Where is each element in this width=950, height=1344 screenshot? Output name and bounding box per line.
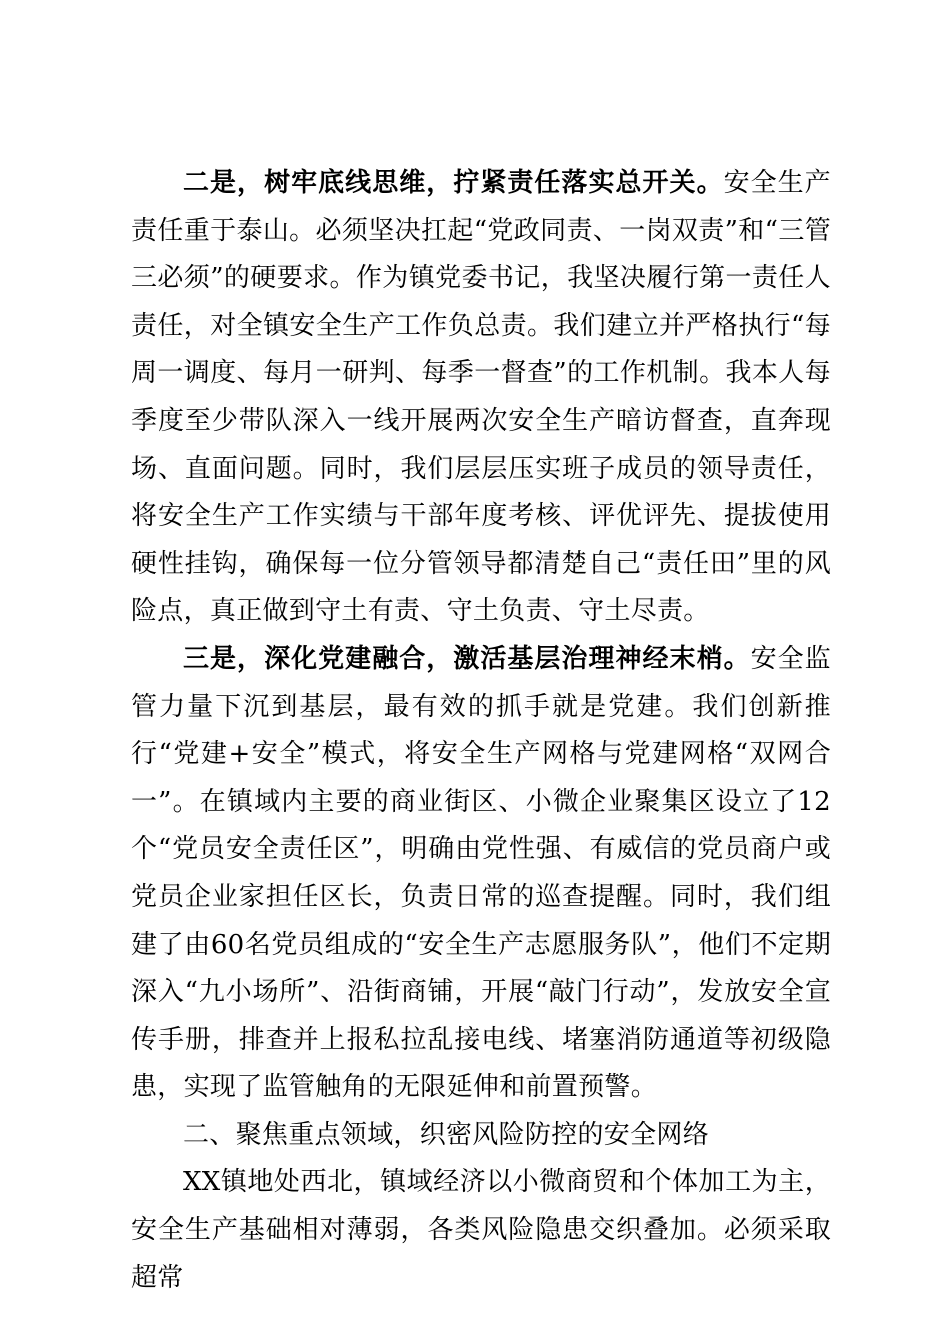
paragraph-body: 安全监管力量下沉到基层，最有效的抓手就是党建。我们创新推行“党建+安全”模式，将安全生产网格与党建网格“双网合一”。在镇域内主要的商业街区、小微企业聚集区设立了12个“党员安全责任区”，明确由党性强、有威信的党员商户或党员企业家担任区长，负责日常的巡查提醒。同时，我们组建了由60名党员组成的“安全生产志愿服务队”，他们不定期深入“九小场所”、沿街商铺，开展“敲门行动”，发放安全宣传手册，排查并上报私拉乱接电线、堵塞消防通道等初级隐患，实现了监管触角的无限延伸和前置预警。 [131, 643, 831, 1103]
section-heading-text: 二、聚焦重点领域，织密风险防控的安全网络 [183, 1119, 710, 1150]
paragraph-body: 安全生产责任重于泰山。必须坚决扛起“党政同责、一岗双责”和“三管三必须”的硬要求。作为镇党委书记，我坚决履行第一责任人责任，对全镇安全生产工作负总责。我们建立并严格执行“每周一调度、每月一研判、每季一督查”的工作机制。我本人每季度至少带队深入一线开展两次安全生产暗访督查，直奔现场、直面问题。同时，我们层层压实班子成员的领导责任，将安全生产工作实绩与干部年度考核、评优评先、提拔使用硬性挂钩，确保每一位分管领导都清楚自己“责任田”里的风险点，真正做到守土有责、守土负责、守土尽责。 [131, 168, 831, 627]
paragraph-lead: 二是，树牢底线思维，拧紧责任落实总开关。 [183, 168, 724, 198]
paragraph-responsibility [131, 160, 831, 636]
paragraph-party-building [131, 636, 831, 1112]
document-page [131, 160, 831, 1302]
paragraph-body: XX镇地处西北，镇域经济以小微商贸和个体加工为主，安全生产基础相对薄弱，各类风险隐患交织叠加。必须采取超常 [131, 1167, 831, 1293]
paragraph-town-overview [131, 1159, 831, 1302]
paragraph-lead: 三是，深化党建融合，激活基层治理神经末梢。 [183, 643, 751, 674]
section-heading [131, 1112, 831, 1160]
